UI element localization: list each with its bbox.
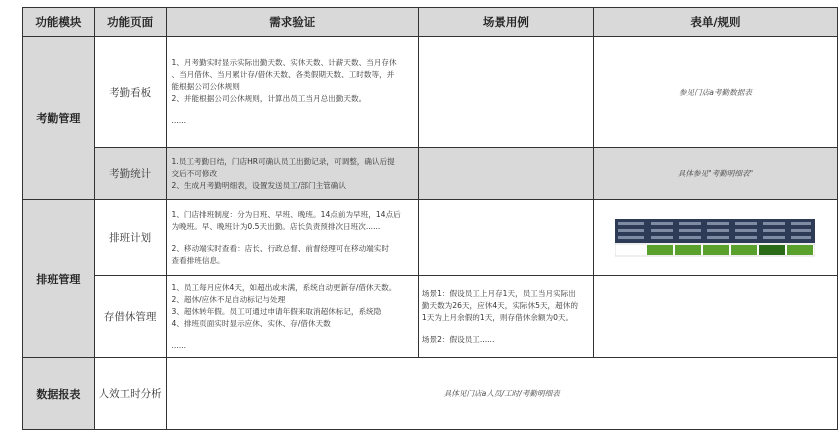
requirements-table (22, 7, 838, 430)
form-attendance-board: 参见门店a考勤数据表 (593, 37, 837, 148)
scene-line: 1天为上月余假的1天，则存借休余额为0天。 (421, 312, 574, 322)
page-shift-plan: 排班计划 (94, 200, 166, 276)
module-report: 数据报表 (23, 358, 95, 430)
req-attendance-board (166, 37, 418, 148)
req-line: 、当月借休、当月累计存/借休天数、各类假期天数、工时数等，并 (171, 70, 395, 79)
table-row-attendance-board (23, 37, 838, 148)
req-line: 2、生成月考勤明细表，设置发送员工/部门主管确认 (171, 180, 346, 190)
req-ellipsis: ...... (171, 116, 186, 125)
req-line: 2、移动端实时查看：店长、行政总督、前督经理可在移动端实时 (171, 243, 389, 253)
req-line: 为晚班。早、晚班计为0.5天出勤。店长负责预排次日班次...... (171, 221, 381, 231)
req-line: 2、并能根据公司公休规则，计算出员工当月总出勤天数。 (171, 94, 367, 103)
scene-attendance-board (418, 37, 593, 148)
form-storage-leave (593, 276, 837, 358)
page-attendance-board: 考勤看板 (94, 37, 166, 148)
req-line: 1、员工每月应休4天，如超出或未满，系统自动更新存/借休天数。 (171, 282, 397, 292)
form-shift-plan (593, 200, 837, 276)
req-attendance-stats (166, 148, 418, 200)
header-row (23, 8, 838, 37)
table-row-attendance-stats (23, 148, 838, 200)
req-storage-leave (166, 276, 418, 358)
scene-attendance-stats (418, 148, 593, 200)
scene-line: 场景1：假设员工上月存1天，员工当月实际出 (421, 288, 576, 298)
module-attendance: 考勤管理 (23, 37, 95, 200)
req-line: 3、超休转年假。员工可通过申请年假来取消超休标记，系统隐 (171, 306, 382, 316)
form-attendance-stats: 具体参见"考勤明细表" (593, 148, 837, 200)
page-report: 人效工时分析 (94, 358, 166, 430)
module-shift: 排班管理 (23, 200, 95, 358)
header-form-rule: 表单/规则 (593, 8, 837, 37)
table-row-shift-plan (23, 200, 838, 276)
req-line: 查看排班信息。 (171, 255, 225, 265)
table-row-report (23, 358, 838, 430)
page-attendance-stats: 考勤统计 (94, 148, 166, 200)
req-line: 1、门店排班制度：分为日班、早班、晚班。14点前为早班，14点后 (171, 209, 401, 219)
scene-line: 场景2：假设员工...... (421, 334, 495, 344)
form-report: 具体见门店a人员/工时/考勤明细表 (166, 358, 838, 430)
header-page: 功能页面 (94, 8, 166, 37)
header-requirement: 需求验证 (166, 8, 418, 37)
req-ellipsis: ...... (171, 340, 186, 350)
req-line: 2、超休/应休不足自动标记与处理 (171, 294, 286, 304)
shift-schedule-thumbnail (615, 219, 815, 257)
table-row-storage-leave (23, 276, 838, 358)
req-line: 能根据公司公休规则 (171, 82, 240, 91)
header-module: 功能模块 (23, 8, 95, 37)
scene-shift-plan (418, 200, 593, 276)
scene-line: 勤天数为26天，应休4天，实际休5天，超休的 (421, 300, 578, 310)
req-line: 4、排班页面实时显示应休、实休、存/借休天数 (171, 318, 331, 328)
req-line: 交后不可修改 (171, 168, 218, 178)
req-line: 1.员工考勤日结，门店HR可确认员工出勤记录，可调整，确认后提 (171, 156, 395, 166)
scene-storage-leave (418, 276, 593, 358)
page-storage-leave: 存借休管理 (94, 276, 166, 358)
req-shift-plan (166, 200, 418, 276)
header-scenario: 场景用例 (418, 8, 593, 37)
req-line: 1、月考勤实时显示实际出勤天数、实休天数、计薪天数、当月存休 (171, 58, 397, 67)
